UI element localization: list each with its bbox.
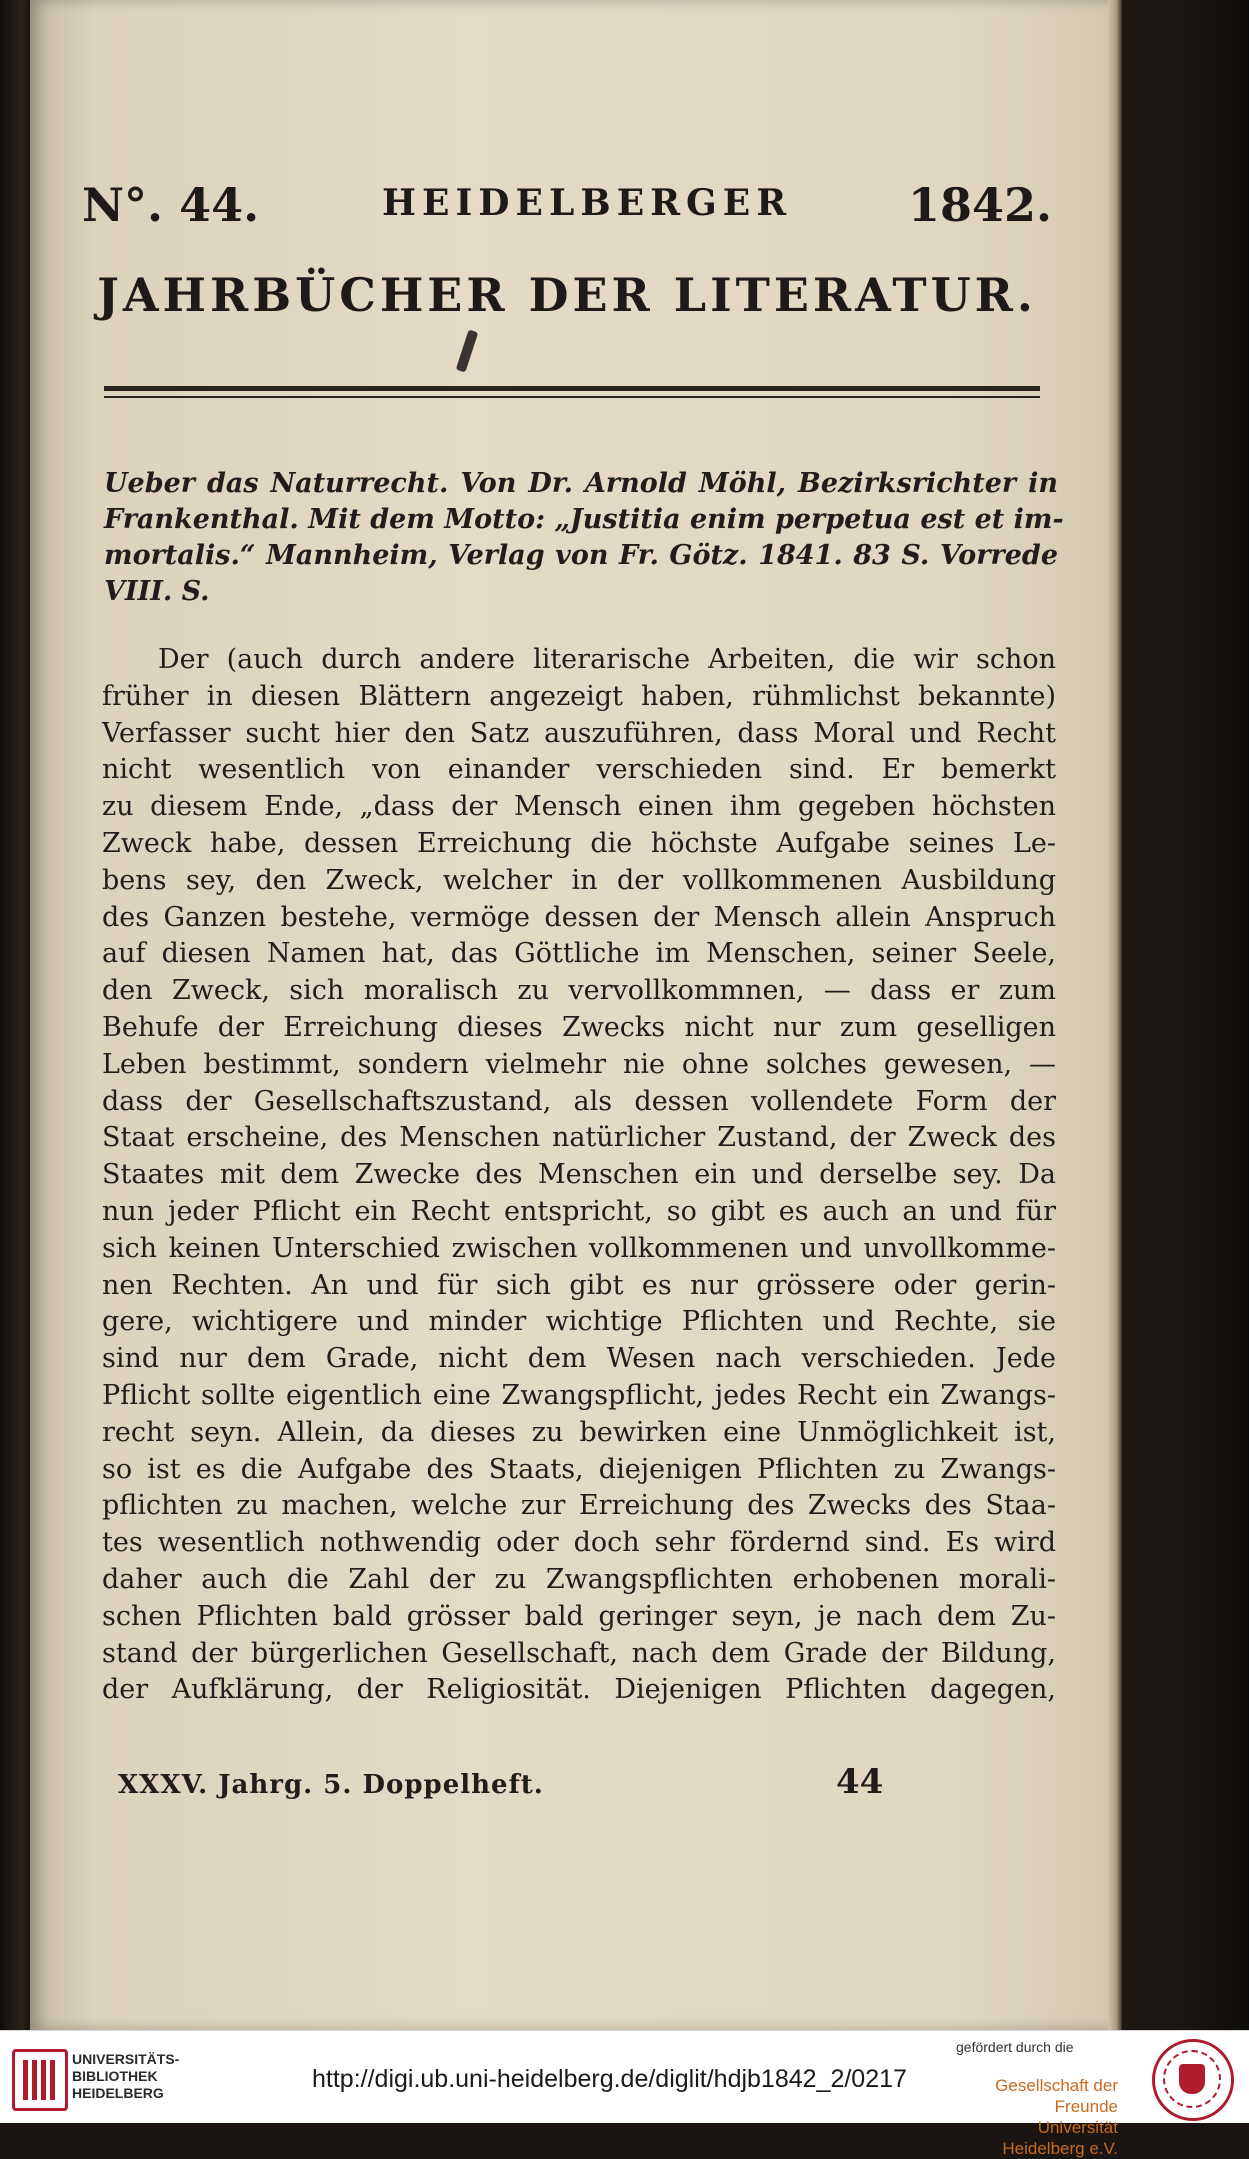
page-edge xyxy=(1108,0,1122,2030)
body-line: des Ganzen bestehe, vermöge dessen der Mensch allein Anspruch xyxy=(102,901,1056,933)
library-name-line: HEIDELBERG xyxy=(72,2085,164,2101)
society-name[interactable] xyxy=(956,2075,1118,2159)
issue-number: N°. 44. xyxy=(82,178,260,232)
body-line: den Zweck, sich moralisch zu vervollkommnen, — dass er zum xyxy=(102,975,1056,1007)
body-line: pflichten zu machen, welche zur Erreichung des Zwecks des Staa- xyxy=(102,1490,1056,1522)
society-name-line: Gesellschaft der Freunde xyxy=(995,2076,1118,2116)
page-number: 44 xyxy=(836,1762,884,1802)
citation-line: Ueber das Naturrecht. Von Dr. Arnold Möhl, Bezirksrichter in xyxy=(104,468,1058,499)
body-line: Der (auch durch andere literarische Arbeiten, die wir schon xyxy=(158,644,1056,675)
library-name-line: UNIVERSITÄTS- xyxy=(72,2051,180,2067)
body-line: Behufe der Erreichung dieses Zwecks nicht nur zum geselligen xyxy=(102,1011,1056,1043)
library-name xyxy=(72,2051,179,2102)
body-line: recht seyn. Allein, da dieses zu bewirken eine Unmöglichkeit ist, xyxy=(102,1416,1056,1448)
review-citation xyxy=(104,466,1064,610)
body-line: Zweck habe, dessen Erreichung die höchste Aufgabe seines Le- xyxy=(102,827,1056,859)
review-body xyxy=(102,642,1056,1709)
viewer-footer xyxy=(0,2030,1249,2158)
body-line: dass der Gesellschaftszustand, als dessen vollendete Form der xyxy=(102,1085,1056,1117)
funded-by-label: gefördert durch die xyxy=(956,2039,1074,2055)
body-line: schen Pflichten bald grösser bald geringer seyn, je nach dem Zu- xyxy=(102,1600,1056,1632)
body-line: der Aufklärung, der Religiosität. Diejenigen Pflichten dagegen, xyxy=(102,1674,1056,1706)
masthead-title: JAHRBÜCHER DER LITERATUR. xyxy=(97,268,1037,322)
body-line: Staat erscheine, des Menschen natürlicher Zustand, der Zweck des xyxy=(102,1122,1056,1154)
citation-line: VIII. S. xyxy=(104,576,210,607)
citation-line: mortalis.“ Mannheim, Verlag von Fr. Götz. 1841. 83 S. Vorrede xyxy=(104,540,1058,571)
body-line: tes wesentlich nothwendig oder doch sehr fördernd sind. Es wird xyxy=(102,1527,1056,1559)
body-line: bens sey, den Zweck, welcher in der vollkommenen Ausbildung xyxy=(102,864,1056,896)
university-seal-icon[interactable] xyxy=(1152,2039,1234,2121)
body-line: nen Rechten. An und für sich gibt es nur grössere oder gerin- xyxy=(102,1269,1056,1301)
signature-line: XXXV. Jahrg. 5. Doppelheft. xyxy=(118,1770,544,1800)
body-line: sich keinen Unterschied zwischen vollkommenen und unvollkomme- xyxy=(102,1232,1056,1264)
body-line: Leben bestimmt, sondern vielmehr nie ohne solches gewesen, — xyxy=(102,1048,1056,1080)
library-name-line: BIBLIOTHEK xyxy=(72,2068,158,2084)
body-line: nun jeder Pflicht ein Recht entspricht, so gibt es auch an und für xyxy=(102,1195,1056,1227)
permalink-url[interactable]: http://digi.ub.uni-heidelberg.de/diglit/hdjb1842_2/0217 xyxy=(312,2065,907,2093)
body-line: gere, wichtigere und minder wichtige Pflichten und Rechte, sie xyxy=(102,1306,1056,1338)
title-rule-thick xyxy=(104,386,1040,391)
body-line: Staates mit dem Zwecke des Menschen ein und derselbe sey. Da xyxy=(102,1159,1056,1191)
library-logo-icon[interactable] xyxy=(12,2049,68,2111)
body-line: Pflicht sollte eigentlich eine Zwangspflicht, jedes Recht ein Zwangs- xyxy=(102,1379,1056,1411)
body-line: auf diesen Namen hat, das Göttliche im Menschen, seiner Seele, xyxy=(102,938,1056,970)
body-line: so ist es die Aufgabe des Staats, diejenigen Pflichten zu Zwangs- xyxy=(102,1453,1056,1485)
issue-year: 1842. xyxy=(907,178,1052,232)
body-line: daher auch die Zahl der zu Zwangspflichten erhobenen morali- xyxy=(102,1563,1056,1595)
body-line: stand der bürgerlichen Gesellschaft, nach dem Grade der Bildung, xyxy=(102,1637,1056,1669)
citation-line: Frankenthal. Mit dem Motto: „Justitia enim perpetua est et im- xyxy=(104,504,1064,535)
society-name-line: Universität Heidelberg e.V. xyxy=(1002,2118,1118,2158)
body-line: nicht wesentlich von einander verschieden sind. Er bemerkt xyxy=(102,754,1056,786)
body-line: früher in diesen Blättern angezeigt haben, rühmlichst bekannte) xyxy=(102,680,1056,712)
body-line: Verfasser sucht hier den Satz auszuführen, dass Moral und Recht xyxy=(102,717,1056,749)
body-line: sind nur dem Grade, nicht dem Wesen nach verschieden. Jede xyxy=(102,1343,1056,1375)
running-header xyxy=(82,178,1052,238)
body-line: zu diesem Ende, „dass der Mensch einen ihm gegeben höchsten xyxy=(102,791,1056,823)
journal-name: HEIDELBERGER xyxy=(382,182,793,224)
title-rule-thin xyxy=(104,396,1040,398)
